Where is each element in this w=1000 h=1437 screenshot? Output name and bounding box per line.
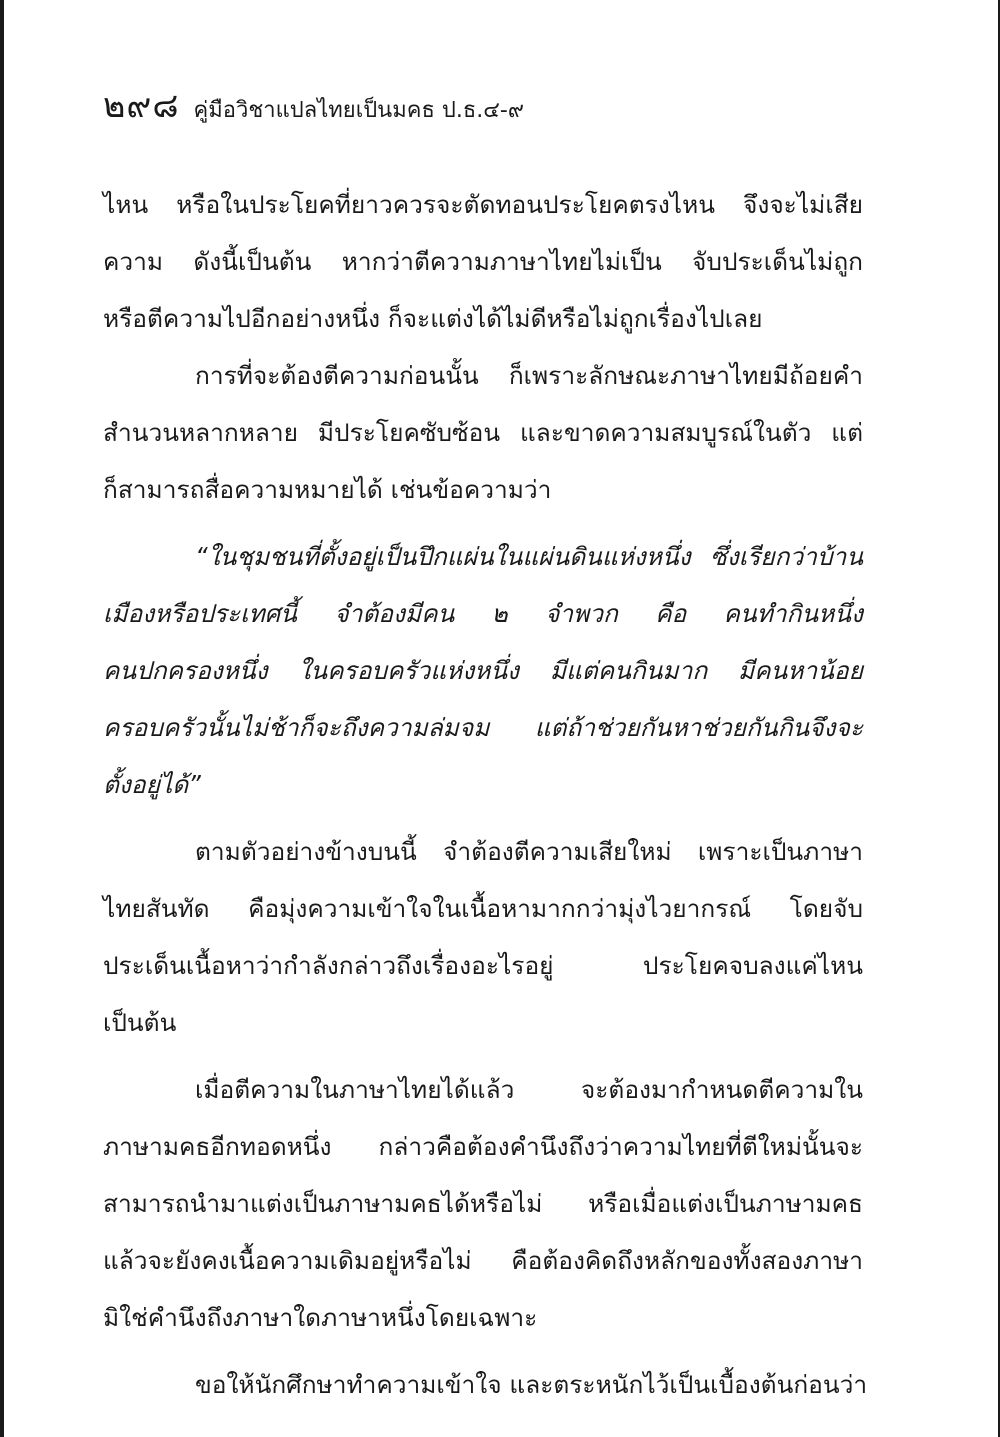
page-left-edge bbox=[0, 0, 4, 1437]
paragraph-5 bbox=[103, 1061, 863, 1346]
text-line: ขอให้นักศึกษาทำความเข้าใจ และตระหนักไว้เป็นเบื้องต้นก่อนว่า bbox=[195, 1370, 868, 1399]
paragraph-4 bbox=[103, 823, 863, 1051]
paragraph-6 bbox=[103, 1356, 868, 1413]
text-line: สำนวนหลากหลาย มีประโยคซับซ้อน และขาดความสมบูรณ์ในตัว แต่ bbox=[103, 418, 863, 447]
text-line: ก็สามารถสื่อความหมายได้ เช่นข้อความว่า bbox=[103, 475, 552, 504]
quoted-passage bbox=[103, 528, 863, 813]
text-line: เป็นต้น bbox=[103, 1008, 177, 1037]
text-line: มิใช่คำนึงถึงภาษาใดภาษาหนึ่งโดยเฉพาะ bbox=[103, 1303, 538, 1332]
quote-line: คนปกครองหนึ่ง ในครอบครัวแห่งหนึ่ง มีแต่คนกินมาก มีคนหาน้อย bbox=[103, 656, 863, 685]
text-line: ความ ดังนี้เป็นต้น หากว่าตีความภาษาไทยไม่เป็น จับประเด็นไม่ถูก bbox=[103, 247, 863, 276]
text-line: สามารถนำมาแต่งเป็นภาษามคธได้หรือไม่ หรือเมื่อแต่งเป็นภาษามคธ bbox=[103, 1189, 863, 1218]
page-body bbox=[103, 176, 868, 1413]
quote-line: ครอบครัวนั้นไม่ช้าก็จะถึงความล่มจม แต่ถ้าช่วยกันหาช่วยกันกินจึงจะ bbox=[103, 713, 863, 742]
quote-line: เมืองหรือประเทศนี้ จำต้องมีคน ๒ จำพวก คือ คนทำกินหนึ่ง bbox=[103, 599, 863, 628]
text-line: เมื่อตีความในภาษาไทยได้แล้ว จะต้องมากำหนดตีความใน bbox=[195, 1075, 863, 1104]
text-line: ตามตัวอย่างข้างบนนี้ จำต้องตีความเสียใหม่ เพราะเป็นภาษา bbox=[195, 837, 863, 866]
text-line: หรือตีความไปอีกอย่างหนึ่ง ก็จะแต่งได้ไม่ดีหรือไม่ถูกเรื่องไปเลย bbox=[103, 304, 763, 333]
text-line: ประเด็นเนื้อหาว่ากำลังกล่าวถึงเรื่องอะไรอยู่ ประโยคจบลงแค่ไหน bbox=[103, 951, 863, 980]
text-line: ภาษามคธอีกทอดหนึ่ง กล่าวคือต้องคำนึงถึงว่าความไทยที่ตีใหม่นั้นจะ bbox=[103, 1132, 863, 1161]
text-line: ไหน หรือในประโยคที่ยาวควรจะตัดทอนประโยคตรงไหน จึงจะไม่เสีย bbox=[103, 190, 863, 219]
quote-line: “ในชุมชนที่ตั้งอยู่เป็นปึกแผ่นในแผ่นดินแห่งหนึ่ง ซึ่งเรียกว่าบ้าน bbox=[195, 542, 863, 571]
book-title: คู่มือวิชาแปลไทยเป็นมคธ ป.ธ.๔-๙ bbox=[193, 98, 524, 123]
text-line: ไทยสันทัด คือมุ่งความเข้าใจในเนื้อหามากกว่ามุ่งไวยากรณ์ โดยจับ bbox=[103, 894, 863, 923]
paragraph-1 bbox=[103, 176, 863, 347]
text-line: การที่จะต้องตีความก่อนนั้น ก็เพราะลักษณะภาษาไทยมีถ้อยคำ bbox=[195, 361, 863, 390]
page-header bbox=[103, 78, 524, 132]
text-line: แล้วจะยังคงเนื้อความเดิมอยู่หรือไม่ คือต้องคิดถึงหลักของทั้งสองภาษา bbox=[103, 1246, 863, 1275]
paragraph-2 bbox=[103, 347, 863, 518]
quote-line: ตั้งอยู่ได้” bbox=[103, 770, 201, 799]
page-number: ๒๙๘ bbox=[103, 86, 180, 126]
